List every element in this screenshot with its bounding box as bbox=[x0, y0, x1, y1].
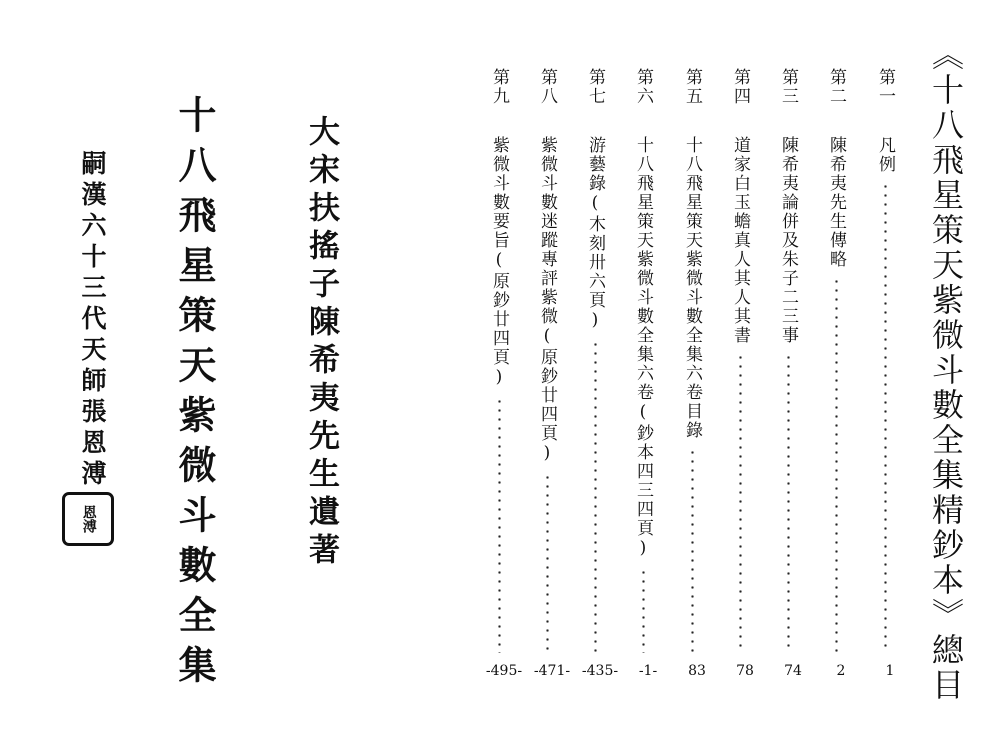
toc-entry[interactable] bbox=[775, 68, 811, 679]
toc-entry[interactable] bbox=[485, 68, 523, 679]
toc-entry-title: 陳希夷先生傳略 bbox=[826, 136, 846, 269]
toc-entry-number: 第四 bbox=[730, 68, 750, 106]
dot-leader bbox=[594, 340, 597, 653]
toc-entry-page: -495- bbox=[485, 663, 523, 679]
toc-entry-title: 十八飛星策天紫微斗數全集六卷目錄 bbox=[682, 136, 702, 440]
toc-entry-number: 第五 bbox=[682, 68, 702, 106]
toc-heading: 《十八飛星策天紫微斗數全集精鈔本》總目 bbox=[927, 38, 965, 703]
toc-entry-number: 第七 bbox=[585, 68, 605, 106]
toc-entry-number: 第三 bbox=[778, 68, 798, 106]
toc-entry-page: -435- bbox=[581, 663, 619, 679]
toc-entry[interactable] bbox=[727, 68, 763, 679]
dot-leader bbox=[884, 182, 887, 653]
toc-entry[interactable] bbox=[872, 68, 908, 679]
toc-entry-number: 第九 bbox=[489, 68, 509, 106]
toc-entry-page: 74 bbox=[784, 663, 802, 679]
editor-line: 嗣漢六十三代天師張恩溥 bbox=[78, 150, 107, 491]
dot-leader bbox=[498, 397, 501, 653]
toc-entry-page: 2 bbox=[836, 663, 846, 679]
toc-entry-number: 第一 bbox=[875, 68, 895, 106]
toc-entry-page: 78 bbox=[736, 663, 754, 679]
toc-entry-title: 陳希夷論併及朱子二三事 bbox=[778, 136, 798, 345]
book-title: 十八飛星策天紫微斗數全集 bbox=[172, 95, 217, 695]
toc-entry-title: 紫微斗數迷蹤專評紫微(原鈔廿四頁) bbox=[537, 136, 557, 465]
toc-entry-page: -1- bbox=[638, 663, 658, 679]
toc-entry[interactable] bbox=[823, 68, 859, 679]
toc-entry[interactable] bbox=[679, 68, 715, 679]
seal-stamp: 恩溥 bbox=[62, 492, 114, 546]
dot-leader bbox=[787, 353, 790, 653]
dot-leader bbox=[546, 473, 549, 653]
toc-entry[interactable] bbox=[630, 68, 666, 679]
toc-entry-page: 1 bbox=[885, 663, 895, 679]
toc-entry-title: 凡例 bbox=[875, 136, 895, 174]
dot-leader bbox=[835, 277, 838, 653]
toc-entry[interactable] bbox=[581, 68, 619, 679]
toc-entry-page: 83 bbox=[688, 663, 706, 679]
toc-entry[interactable] bbox=[533, 68, 571, 679]
toc-entry-number: 第二 bbox=[826, 68, 846, 106]
toc-entry-number: 第八 bbox=[537, 68, 557, 106]
dot-leader bbox=[642, 568, 645, 653]
dot-leader bbox=[739, 353, 742, 653]
toc-entry-number: 第六 bbox=[633, 68, 653, 106]
toc-entry-page: -471- bbox=[533, 663, 571, 679]
toc-entry-title: 紫微斗數要旨(原鈔廿四頁) bbox=[489, 136, 509, 389]
dot-leader bbox=[691, 448, 694, 653]
toc-entry-title: 十八飛星策天紫微斗數全集六卷(鈔本四三四頁) bbox=[633, 136, 653, 560]
toc-entry-title: 道家白玉蟾真人其人其書 bbox=[730, 136, 750, 345]
author-line: 大宋扶搖子陳希夷先生遺著 bbox=[303, 115, 339, 571]
toc-entry-title: 游藝錄(木刻卅六頁) bbox=[585, 136, 605, 332]
